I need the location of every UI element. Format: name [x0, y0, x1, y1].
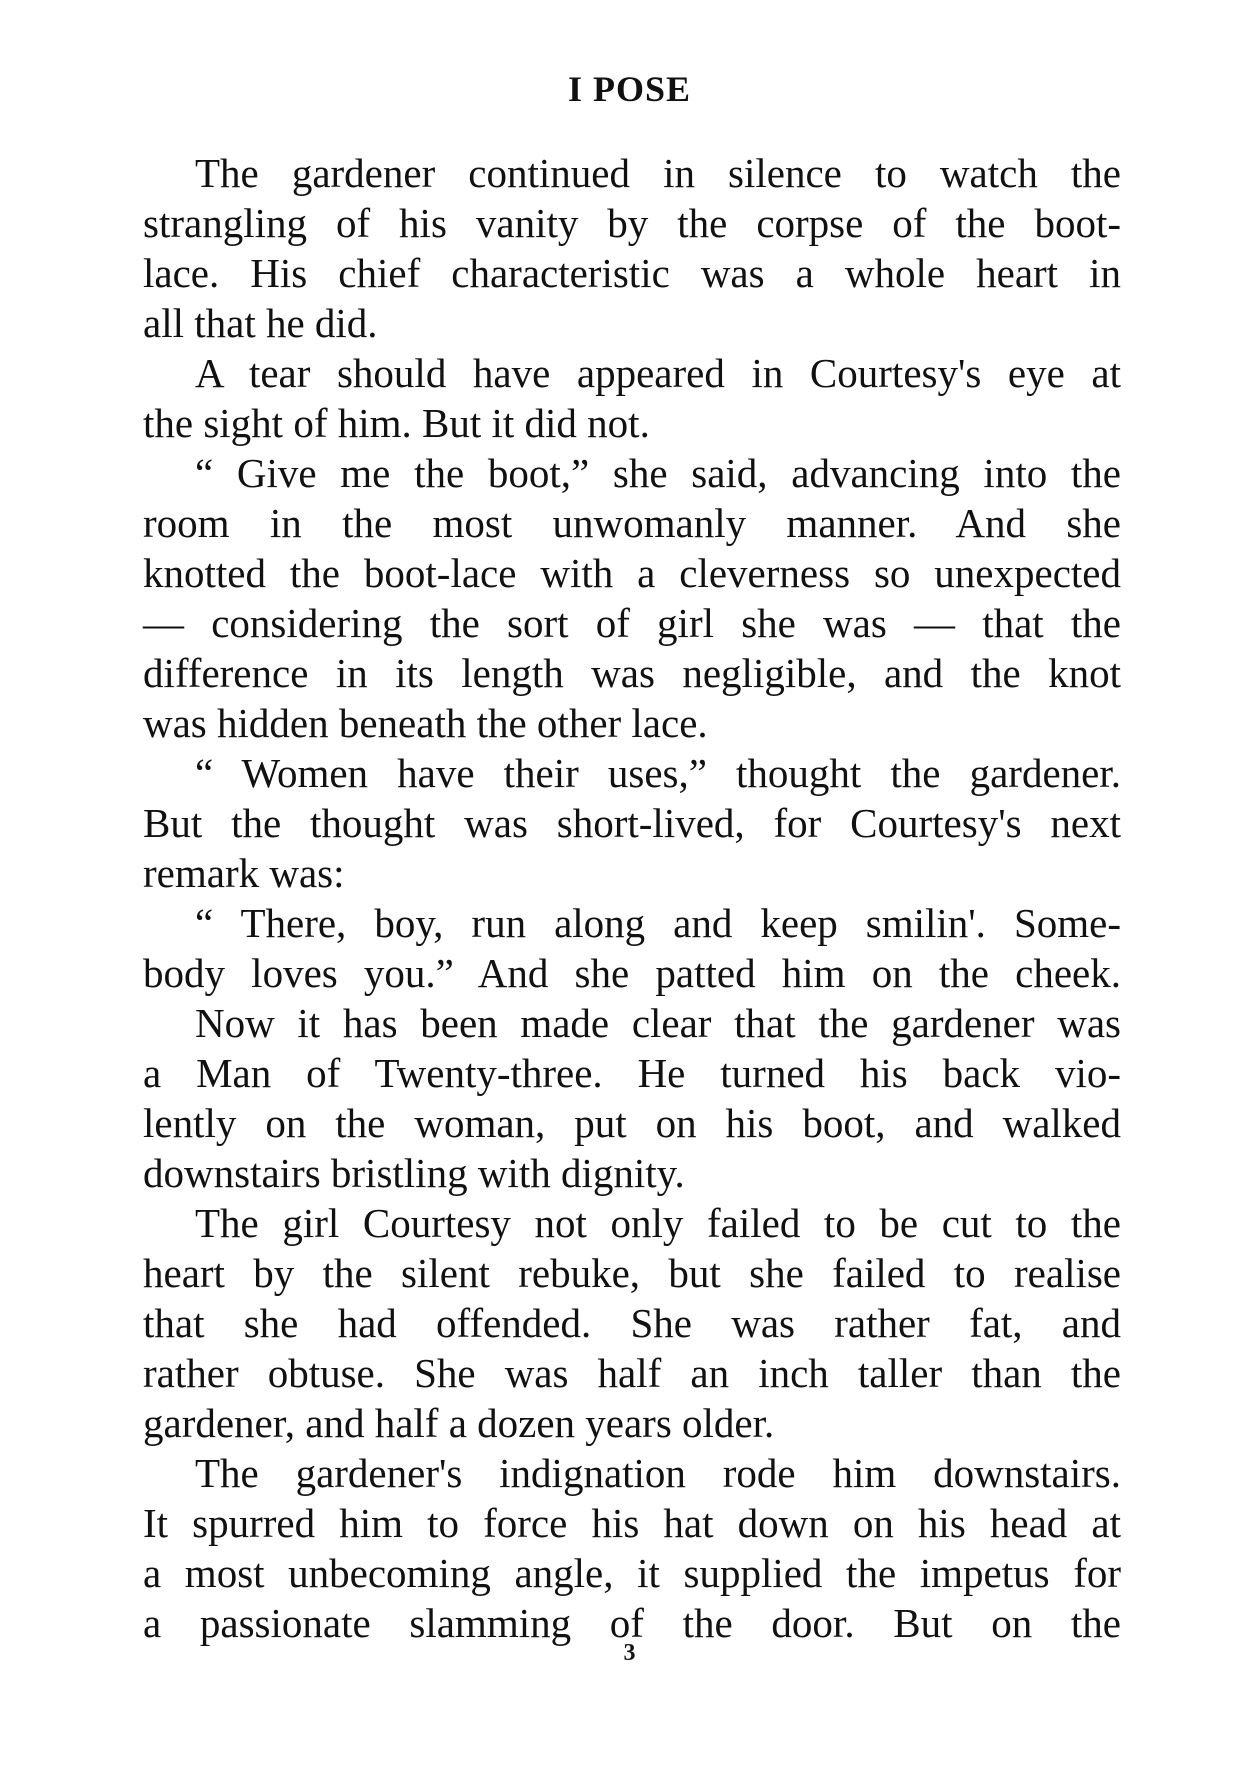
text-line: rather obtuse. She was half an inch taller than the	[143, 1350, 1121, 1396]
text-line: room in the most unwomanly manner. And she	[143, 500, 1121, 546]
text-line: downstairs bristling with dignity.	[143, 1150, 685, 1196]
text-line: all that he did.	[143, 300, 378, 346]
text-line: that she had offended. She was rather fat, and	[143, 1300, 1121, 1346]
text-line: knotted the boot-lace with a cleverness so unexpected	[143, 550, 1121, 596]
body-text	[143, 148, 1121, 1648]
text-line: — considering the sort of girl she was — that the	[143, 600, 1121, 646]
text-line: was hidden beneath the other lace.	[143, 700, 708, 746]
text-line: lently on the woman, put on his boot, and walked	[143, 1100, 1121, 1146]
text-line: the sight of him. But it did not.	[143, 400, 650, 446]
text-line: remark was:	[143, 850, 345, 896]
text-line: “ Give me the boot,” she said, advancing into the	[195, 450, 1121, 496]
text-line: difference in its length was negligible, and the knot	[143, 650, 1121, 696]
text-line: But the thought was short-lived, for Courtesy's next	[143, 800, 1121, 846]
text-line: The gardener's indignation rode him downstairs.	[195, 1450, 1121, 1496]
text-line: heart by the silent rebuke, but she failed to realise	[143, 1250, 1121, 1296]
text-line: gardener, and half a dozen years older.	[143, 1400, 775, 1446]
text-line: lace. His chief characteristic was a whole heart in	[143, 250, 1121, 296]
text-line: It spurred him to force his hat down on his head at	[143, 1500, 1121, 1546]
text-line: The gardener continued in silence to watch the	[195, 150, 1121, 196]
text-line: “ Women have their uses,” thought the gardener.	[195, 750, 1121, 796]
text-line: a passionate slamming of the door. But on the	[143, 1600, 1121, 1646]
text-line: A tear should have appeared in Courtesy's eye at	[195, 350, 1121, 396]
text-line: “ There, boy, run along and keep smilin'. Some-	[195, 900, 1121, 946]
text-line: a most unbecoming angle, it supplied the impetus for	[143, 1550, 1121, 1596]
page-number: 3	[623, 1640, 636, 1666]
text-line: strangling of his vanity by the corpse of the boot-	[143, 200, 1121, 246]
text-line: The girl Courtesy not only failed to be cut to the	[195, 1200, 1121, 1246]
text-line: a Man of Twenty-three. He turned his back vio-	[143, 1050, 1121, 1096]
text-line: Now it has been made clear that the gardener was	[195, 1000, 1121, 1046]
running-head: I POSE	[567, 69, 692, 109]
text-line: body loves you.” And she patted him on the cheek.	[143, 950, 1121, 996]
